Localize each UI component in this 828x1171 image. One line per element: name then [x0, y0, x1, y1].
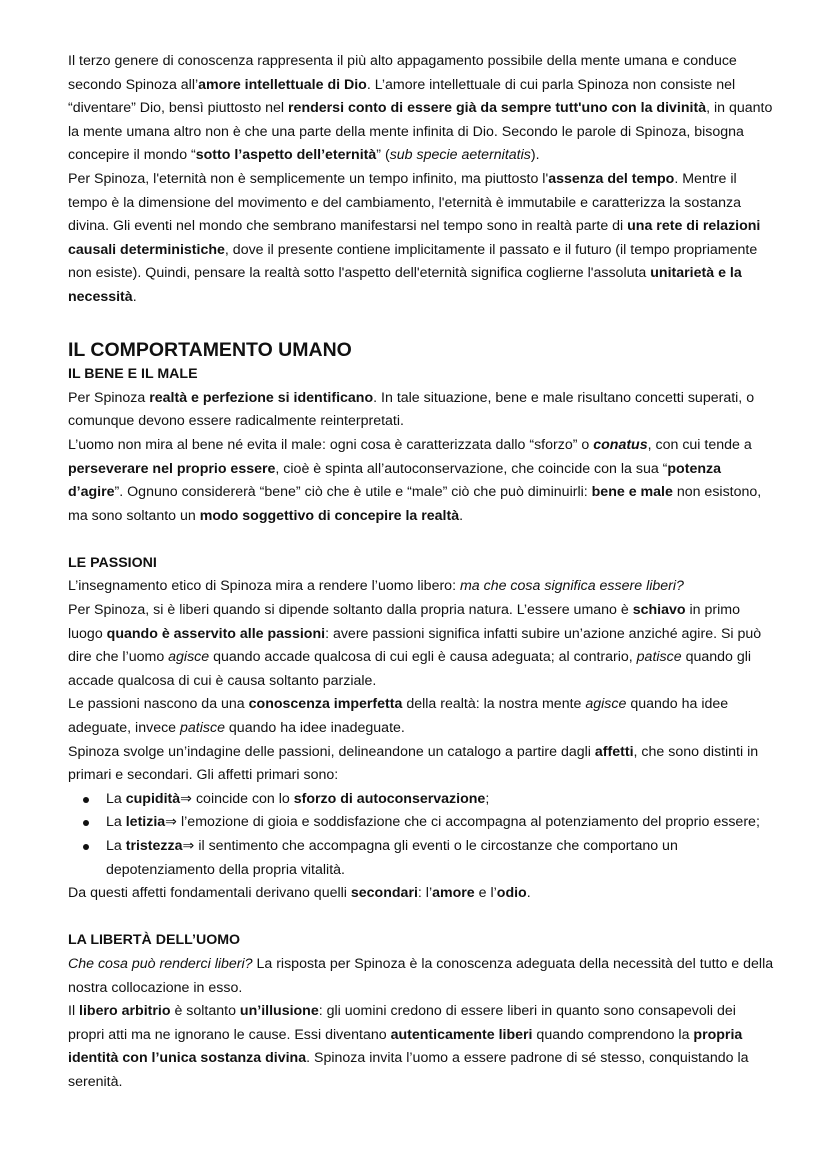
list-item [106, 811, 774, 835]
paragraph [68, 693, 774, 740]
text-run: Spinoza svolge un’indagine delle passioni, delineandone un catalogo a partire dagli [68, 743, 595, 760]
document-page [68, 50, 774, 1095]
paragraph [68, 1000, 774, 1094]
bold-text: amore [432, 885, 475, 902]
text-run: quando comprendono la [532, 1026, 694, 1043]
text-run: , in quanto la mente umana altro non è che una parte della mente infinita di Dio. Secondo le parole di Spinoza, bisogna concepire il mondo “ [68, 100, 773, 164]
text-run: quando gli accade qualcosa di cui è causa soltanto parziale. [68, 649, 752, 689]
bold-text: bene e male [591, 484, 673, 501]
text-run: della realtà: la nostra mente [402, 696, 586, 713]
text-run: La [106, 814, 126, 831]
bold-text: autenticamente liberi [390, 1026, 533, 1043]
text-run: : l’ [417, 885, 433, 902]
section-heading [68, 337, 774, 363]
text-run: ” ( [376, 147, 390, 164]
text-run: Da questi affetti fondamentali derivano quelli [68, 885, 351, 902]
list-item [106, 788, 774, 812]
text-run: ⇒ l’emozione di gioia e soddisfazione che ci accompagna al potenziamento del proprio essere; [165, 814, 760, 831]
paragraph [68, 387, 774, 434]
text-run: ”. Ognuno considererà “bene” ciò che è utile e “male” ciò che può diminuirli: [114, 484, 592, 501]
bold-text: assenza del tempo [548, 170, 675, 187]
bold-text: sotto l’aspetto dell’eternità [195, 147, 377, 164]
bold-text: realtà e perfezione si identificano [149, 389, 374, 406]
paragraph [68, 434, 774, 528]
list-item [106, 835, 774, 882]
bold-text: odio [496, 885, 527, 902]
paragraph [68, 953, 774, 1000]
text-run: L’insegnamento etico di Spinoza mira a rendere l’uomo libero: [68, 578, 460, 595]
text-run: e l’ [474, 885, 497, 902]
text-run: , dove il presente contiene implicitamente il passato e il futuro (il tempo propriamente non esiste). Quindi, pensare la realtà sotto l'aspetto dell'eternità significa coglierne l'assoluta [68, 241, 758, 282]
italic-text: agisce [585, 696, 627, 713]
text-run: quando ha idee adeguate, invece [68, 696, 729, 737]
bold-text: affetti [594, 743, 634, 760]
text-run: . Mentre il tempo è la dimensione del movimento e del cambiamento, l'eternità è immutabile e caratterizza la sostanza divina. Gli eventi nel mondo che sembrano manifestarsi nel tempo sono in realtà parte di [68, 170, 742, 235]
subsection-heading [68, 552, 774, 576]
paragraph [68, 741, 774, 788]
paragraph [68, 575, 774, 599]
bold-text: secondari [350, 885, 418, 902]
italic-text: Che cosa può renderci liberi? [68, 955, 253, 972]
bold-text: conoscenza imperfetta [248, 696, 403, 713]
paragraph [68, 599, 774, 693]
text-run: Per Spinoza, si è liberi quando si dipende soltanto dalla propria natura. L’essere umano è [68, 602, 633, 619]
italic-text: agisce [168, 649, 210, 666]
text-run: . [526, 885, 531, 902]
text-run: . Spinoza invita l’uomo a essere padrone di sé stesso, conquistando la serenità. [68, 1050, 749, 1090]
text-run: La [106, 790, 126, 807]
italic-text: sub specie aeternitatis [389, 147, 531, 164]
bold-text: letizia [125, 814, 166, 831]
paragraph-spacer [68, 310, 774, 334]
bold-text: rendersi conto di essere già da sempre tutt'uno con la divinità [288, 100, 707, 117]
text-run: Per Spinoza [68, 389, 150, 406]
text-run: Le passioni nascono da una [68, 696, 249, 713]
bold-text: unitarietà e la necessità [68, 265, 742, 305]
text-run: Il [68, 1003, 80, 1020]
text-run: : gli uomini credono di essere liberi in quanto sono consapevoli dei propri atti ma ne ignorano le cause. Essi diventano [68, 1003, 736, 1043]
text-run: ⇒ coincide con lo [180, 790, 294, 807]
text-run: . In tale situazione, bene e male risultano concetti superati, o comunque devono essere radicalmente reinterpretati. [68, 389, 755, 430]
text-run: . L’amore intellettuale di cui parla Spinoza non consiste nel “diventare” Dio, bensì piuttosto nel [68, 76, 736, 117]
bold-text: perseverare nel proprio essere [68, 460, 276, 477]
text-run: LE PASSIONI [68, 554, 157, 571]
bold-text: libero arbitrio [79, 1003, 171, 1020]
text-run: Il terzo genere di conoscenza rappresenta il più alto appagamento possibile della mente umana e conduce secondo Spinoza all’ [68, 53, 737, 93]
text-run: , che sono distinti in primari e secondari. Gli affetti primari sono: [68, 743, 759, 784]
text-run: non esistono, ma sono soltanto un [68, 484, 762, 524]
text-run: La risposta per Spinoza è la conoscenza adeguata della necessità del tutto e della nostra collocazione in esso. [68, 955, 774, 996]
paragraph [68, 50, 774, 168]
bold-text: sforzo di autoconservazione [293, 790, 486, 807]
text-run: , cioè è spinta all’autoconservazione, che coincide con la sua “ [275, 460, 668, 477]
subsection-heading [68, 929, 774, 953]
text-run: ⇒ il sentimento che accompagna gli eventi o le circostanze che comportano un depotenziamento della propria vitalità. [106, 838, 678, 878]
italic-text: patisce [180, 720, 225, 737]
bold-text: modo soggettivo di concepire la realtà [199, 507, 460, 524]
text-run: in primo luogo [68, 602, 740, 642]
subsection-heading [68, 363, 774, 387]
paragraph-spacer [68, 906, 774, 930]
text-run: ). [530, 147, 540, 164]
paragraph [68, 168, 774, 310]
bold-text: schiavo [632, 602, 686, 619]
bullet-list [68, 788, 774, 882]
text-run: quando ha idee inadeguate. [224, 720, 405, 737]
paragraph-spacer [68, 528, 774, 552]
bold-text: amore intellettuale di Dio [198, 76, 367, 93]
italic-text: ma che cosa significa essere liberi? [459, 578, 684, 595]
paragraph [68, 882, 774, 906]
text-run: . [132, 288, 137, 305]
text-run: : avere passioni significa infatti subire un’azione anziché agire. Si può dire che l’uomo [68, 625, 762, 666]
text-run: IL BENE E IL MALE [68, 366, 198, 383]
italic-text: patisce [636, 649, 682, 666]
bold-text: quando è asservito alle passioni [106, 625, 326, 642]
bold-text: un’illusione [239, 1003, 319, 1020]
bold-text: tristezza [125, 838, 183, 854]
text-run: è soltanto [170, 1003, 240, 1020]
text-run: ; [485, 790, 490, 807]
text-run: IL COMPORTAMENTO UMANO [68, 339, 352, 362]
bold-italic-text: conatus [593, 436, 648, 453]
text-run: . [459, 507, 464, 524]
bold-text: una rete di relazioni causali deterministiche [68, 218, 761, 258]
text-run: Per Spinoza, l'eternità non è semplicemente un tempo infinito, ma piuttosto l' [68, 170, 549, 187]
text-run: L’uomo non mira al bene né evita il male: ogni cosa è caratterizzata dallo “sforzo” o [68, 436, 594, 453]
bold-text: potenza d’agire [68, 460, 721, 501]
text-run: quando accade qualcosa di cui egli è causa adeguata; al contrario, [209, 649, 637, 666]
text-run: La [106, 838, 126, 854]
bold-text: cupidità [125, 790, 181, 807]
text-run: LA LIBERTÀ DELL’UOMO [68, 932, 241, 949]
text-run: , con cui tende a [647, 436, 752, 453]
bold-text: propria identità con l’unica sostanza divina [68, 1026, 743, 1067]
